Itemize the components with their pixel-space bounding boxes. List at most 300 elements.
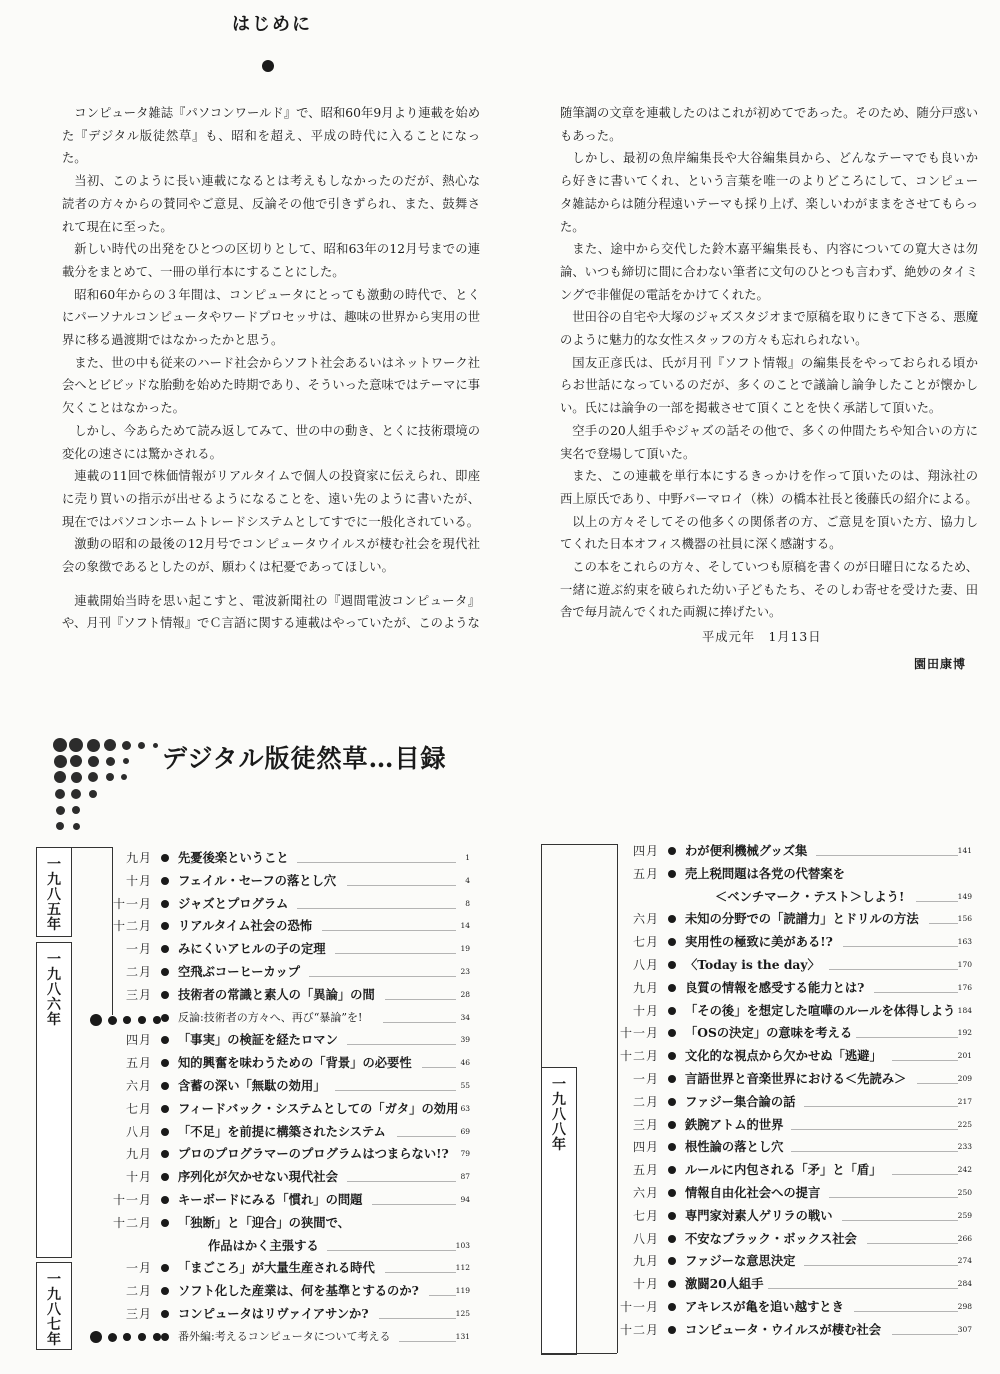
intro-paragraph: 空手の20人組手やジャズの話その他で、多くの仲間たちや知合いの方に実名で登場して頂いた。 [560, 423, 978, 461]
leader-line [347, 1181, 456, 1182]
toc-entry [178, 1235, 470, 1257]
bullet-icon [668, 1029, 676, 1037]
year-char: 年 [47, 1332, 61, 1348]
leader-line [842, 1220, 958, 1221]
bullet-icon [90, 1014, 102, 1026]
toc-entry-page: 242 [957, 1165, 972, 1175]
intro-paragraph: 国友正彦氏は、氏が月刊『ソフト情報』の編集長をやっておられる頃からお世話になっているのだが、多くのことで議論し論争したことが懐かしい。氏には論争の一部を掲載させて頂くことを快く承諾して頂いた。 [560, 355, 978, 416]
toc-entry-page: 176 [957, 982, 972, 992]
toc-entry-page: 19 [460, 944, 470, 954]
toc-entry [125, 1303, 470, 1325]
toc-entry [619, 1045, 972, 1067]
toc-entry-month: 二月 [632, 1094, 659, 1109]
year-char: 九 [47, 872, 61, 888]
toc-entry [125, 1280, 470, 1302]
toc-entry [632, 1000, 972, 1022]
toc-entry-month: 八月 [125, 1124, 152, 1139]
leader-line [379, 1318, 456, 1319]
bullet-icon [668, 984, 676, 992]
year-label [37, 943, 71, 1028]
toc-entry-month: 六月 [125, 1079, 152, 1093]
toc-entry-month: 五月 [632, 866, 659, 881]
toc-entry-page: 28 [460, 989, 470, 999]
leader-line [916, 901, 958, 902]
toc-entry-page: 274 [957, 1256, 972, 1266]
bullet-icon [161, 1173, 169, 1181]
intro-author: 園田康博 [914, 657, 967, 671]
ornament-dot [89, 790, 97, 798]
leader-line [816, 855, 958, 856]
toc-entry-month: 九月 [632, 1254, 659, 1269]
intro-paragraph: 随筆調の文章を連載したのはこれが初めてであった。そのため、随分戸惑いもあった。 [560, 106, 978, 143]
toc-entry-month: 九月 [125, 851, 152, 865]
toc-entry-title: 良質の情報を感受する能力とは? [685, 979, 865, 995]
toc-entry-page: 209 [957, 1074, 972, 1083]
toc-entry-month: 九月 [632, 980, 659, 995]
toc-entry-page: 284 [957, 1279, 972, 1289]
toc-entry-page: 217 [957, 1096, 972, 1106]
intro-title: はじめに [232, 14, 312, 35]
bullet-icon [153, 1016, 161, 1024]
year-label [37, 848, 71, 933]
ornament-dot [70, 755, 82, 767]
toc-entry-title: 「不足」を前提に構築されたシステム [178, 1123, 386, 1139]
toc-entry-page: 39 [460, 1035, 470, 1045]
leader-line [843, 946, 958, 947]
ornament-dot [56, 822, 64, 830]
toc-special-entry [178, 1007, 470, 1029]
bullet-icon [668, 961, 676, 969]
leader-line [327, 1250, 456, 1251]
ornament-dot [55, 789, 65, 799]
toc-entry-page: 201 [957, 1051, 972, 1061]
intro-left-column [62, 102, 480, 635]
toc-entry-title: 激闘20人組手 [685, 1276, 764, 1292]
toc-entry-month: 七月 [632, 935, 659, 950]
intro-paragraph: 連載の11回で株価情報がリアルタイムで個人の投資家に伝えられ、即座に売り買いの指示が出せるようになることを、遠い先のように書いたが、現在ではパソコンホームトレードシステムとしてすでに一般化されている。 [62, 469, 480, 529]
intro-paragraph: 以上の方々そしてその他多くの関係者の方、ご意見を頂いた方、協力してくれた日本オフィス機器の社員に深く感謝する。 [560, 514, 978, 552]
bullet-icon [668, 870, 676, 878]
year-char: 九 [47, 967, 61, 983]
toc-entry-page: 46 [460, 1058, 470, 1068]
toc-entry [632, 1091, 972, 1113]
ornament-dot [121, 774, 127, 780]
bullet-icon [161, 1196, 169, 1204]
toc-entry-page: 94 [460, 1195, 470, 1204]
intro-paragraph: 昭和60年からの３年間は、コンピュータにとっても激動の時代で、とくにパーソナルコンピュータやワードプロセッサは、趣味の世界から実用の世界に移る過渡期ではなかったかと思う。 [62, 287, 480, 348]
toc-entry-month: 八月 [632, 1231, 659, 1246]
year-char: 五 [47, 902, 61, 918]
toc-entry-page: 298 [957, 1302, 972, 1311]
toc-entry-page: 192 [957, 1028, 972, 1038]
bullet-icon [161, 1219, 169, 1227]
toc-entry [632, 1136, 972, 1158]
toc-entry-month: 六月 [632, 912, 659, 927]
leader-line [854, 1311, 958, 1312]
toc-entry [632, 1273, 972, 1295]
toc-entry-title: 未知の分野での「読譜力」とドリルの方法 [685, 911, 919, 927]
toc-entry-page: 163 [957, 937, 972, 947]
leader-line [383, 1022, 456, 1023]
toc-entry-title: フェイル・セーフの落とし穴 [178, 872, 337, 888]
toc-entry-title: キーボードにみる「慣れ」の問題 [178, 1192, 363, 1207]
bullet-icon [161, 1264, 169, 1272]
ornament-dot [88, 756, 99, 767]
toc-entry-page: 233 [957, 1142, 972, 1152]
toc-entry-title: 〈Today is the day〉 [685, 957, 820, 972]
toc-entry-page: 103 [455, 1240, 470, 1250]
leader-line [768, 1288, 958, 1289]
ornament-dot [153, 743, 158, 748]
title-dot-ornament [262, 60, 274, 72]
intro-paragraph: コンピュータ雑誌『パソコンワールド』で、昭和60年9月より連載を始めた『デジタル版徒然草』も、昭和を超え、平成の時代に入ることになった。 [62, 106, 480, 166]
intro-paragraph: また、途中から交代した鈴木嘉平編集長も、内容についての寛大さは勿論、いつも締切に間に合わない筆者に文句のひとつも言わず、絶妙のタイミングで非催促の電話をかけてくれた。 [560, 242, 978, 302]
toc-entry-title: アキレスが亀を追い越すとき [685, 1299, 844, 1314]
year-label-box [36, 847, 72, 937]
intro-paragraph: また、世の中も従来のハード社会からソフト社会あるいはネットワーク社会へとビビッドな胎動を始めた時期であり、そういった意味ではテーマに事欠くことはなかった。 [62, 355, 480, 416]
toc-entry-page: 184 [957, 1005, 972, 1015]
bullet-icon [668, 915, 676, 923]
toc-entry [125, 1098, 470, 1120]
frame-line [541, 1353, 617, 1354]
toc-entry-page: 69 [460, 1126, 470, 1136]
toc-entry [125, 961, 470, 983]
toc-entry-title: 知的興奮を味わうための「背景」の必要性 [178, 1055, 412, 1071]
toc-entry-month: 十二月 [112, 919, 152, 934]
toc-entry [112, 1212, 470, 1234]
toc-entry-page: 149 [957, 891, 972, 901]
bullet-icon [668, 1280, 676, 1288]
intro-paragraph: 当初、このように長い連載になるとは考えもしなかったのだが、熱心な読者の方々からの賛同やご意見、反論その他で引きずられ、また、鼓舞されて現在に至った。 [62, 174, 480, 234]
toc-entry-month: 十一月 [619, 1026, 659, 1041]
toc-entry-month: 十一月 [112, 1193, 152, 1207]
bullet-icon [108, 1333, 117, 1342]
intro-paragraph: 激動の昭和の最後の12月号でコンピュータウイルスが棲む社会を現代社会の象徴であるとしたのが、願わくは杞憂であってほしい。 [62, 537, 480, 575]
toc-entry-month: 十月 [632, 1003, 659, 1018]
year-char: 八 [47, 982, 61, 998]
frame-line [36, 847, 112, 848]
toc-entry [619, 1296, 972, 1318]
toc-entry [632, 1250, 972, 1272]
leader-line [856, 1037, 958, 1038]
year-label-box [36, 942, 72, 1258]
year-char: 八 [47, 887, 61, 903]
toc-entry-page: 307 [957, 1324, 972, 1334]
leader-line [422, 1067, 456, 1068]
toc-entry-title: ソフト化した産業は、何を基準とするのか? [178, 1283, 419, 1299]
toc-entry-page: 125 [455, 1309, 470, 1318]
toc-entry-month: 二月 [125, 1284, 152, 1299]
toc-entry-title: 「独断」と「迎合」の狭間で、 [178, 1214, 350, 1230]
leader-line [874, 992, 958, 993]
intro-paragraph: また、この連載を単行本にするきっかけを作って頂いたのは、翔泳社の西上原氏であり、中野パーマロイ（株）の橋本社長と後藤氏の紹介による。 [560, 469, 978, 506]
ornament-dot [106, 773, 114, 781]
toc-entry [125, 870, 470, 892]
toc-entry-page: 119 [455, 1286, 470, 1296]
toc-entry-page: 156 [957, 914, 972, 924]
leader-line [297, 908, 456, 909]
toc-entry-month: 五月 [632, 1163, 659, 1178]
toc-entry-page: 266 [957, 1233, 972, 1243]
toc-entry-title: ＜ベンチマーク・テスト＞しよう! [715, 888, 905, 904]
ornament-dot [54, 771, 66, 783]
ornament-dot [122, 741, 131, 750]
bullet-icon [161, 1150, 169, 1158]
bullet-icon [668, 1212, 676, 1220]
toc-entry-month: 七月 [632, 1208, 659, 1223]
toc-entry-title: 技術者の常識と素人の「異論」の間 [178, 986, 375, 1002]
toc-entry [632, 1182, 972, 1204]
toc-entry [632, 863, 972, 885]
toc-entry-month: 十二月 [619, 1049, 659, 1064]
bullet-icon [668, 1007, 676, 1015]
toc-entry [112, 893, 470, 915]
toc-entry-title: プロのプログラマーのプログラムはつまらない!? [178, 1146, 449, 1162]
toc-entry-title: 情報自由化社会への提言 [685, 1185, 821, 1200]
leader-line [867, 1243, 958, 1244]
toc-entry-month: 一月 [125, 1261, 152, 1276]
leader-line [347, 885, 456, 886]
toc-entry [632, 1228, 972, 1250]
leader-line [335, 953, 456, 954]
bullet-icon [668, 1326, 676, 1334]
toc-entry-page: 131 [455, 1331, 470, 1341]
toc-entry-title: 先憂後楽ということ [178, 850, 289, 865]
intro-paragraph: しかし、最初の魚岸編集長や大谷編集員から、どんなテーマでも良いから好きに書いてくれ、という言葉を唯一のよりどころにして、コンピュータ雑誌からは随分程遠いテーマも採り上げ、楽しいわがままをさせてもらった。 [560, 151, 978, 234]
toc-entry-title: リアルタイム社会の恐怖 [178, 918, 313, 934]
toc-entry-page: 63 [460, 1103, 470, 1113]
bullet-icon [668, 1121, 676, 1129]
toc-entry [632, 1205, 972, 1227]
toc-entry-title: 不安なブラック・ボックス社会 [685, 1230, 857, 1246]
ornament-dot [54, 755, 67, 768]
bullet-icon [161, 1310, 169, 1318]
leader-line [399, 1341, 456, 1342]
toc-entry-month: 四月 [632, 844, 659, 858]
toc-entry [632, 931, 972, 953]
leader-line [397, 1136, 456, 1137]
frame-line [541, 844, 542, 1067]
ornament-dot [71, 789, 81, 799]
toc-entry-page: 112 [455, 1263, 470, 1273]
ornament-dot [72, 806, 80, 814]
bullet-icon [668, 1166, 676, 1174]
bullet-icon [161, 968, 169, 976]
leader-line [804, 1265, 958, 1266]
year-char: 八 [47, 1302, 61, 1318]
year-label-box [36, 1262, 72, 1350]
leader-line [791, 1151, 958, 1152]
toc-entry [632, 954, 972, 976]
bullet-icon [161, 1036, 169, 1044]
toc-entry [125, 1166, 470, 1188]
toc-entry [632, 1068, 972, 1090]
year-char: 年 [47, 917, 61, 933]
toc-entry [125, 847, 470, 869]
leader-line [297, 862, 456, 863]
year-char: 一 [552, 1077, 566, 1093]
year-char: 年 [552, 1137, 566, 1153]
year-char: 九 [47, 1287, 61, 1303]
bullet-icon [668, 938, 676, 946]
toc-entry-title: 鉄腕アトム的世界 [685, 1116, 784, 1132]
toc-entry [632, 1159, 972, 1181]
bullet-icon [161, 1059, 169, 1067]
toc-entry-month: 十一月 [619, 1300, 659, 1314]
toc-entry-title: 空飛ぶコーヒーカップ [178, 964, 301, 979]
bullet-icon [668, 1257, 676, 1265]
bullet-icon [161, 1014, 169, 1022]
bullet-icon [161, 1082, 169, 1090]
year-char: 一 [47, 857, 61, 873]
toc-entry-title: 「まごころ」が大量生産される時代 [178, 1260, 375, 1276]
toc-entry-page: 34 [460, 1012, 470, 1022]
toc-entry [112, 915, 470, 937]
toc-entry-title: 含蓄の深い「無駄の効用」 [178, 1078, 326, 1093]
bullet-icon [161, 1287, 169, 1295]
bullet-icon [161, 1128, 169, 1136]
bullet-icon [161, 991, 169, 999]
year-char: 九 [552, 1092, 566, 1108]
toc-entry-month: 八月 [632, 958, 659, 972]
toc-entry-title: 実用性の極致に美がある!? [685, 934, 833, 950]
bullet-icon [161, 945, 169, 953]
toc-entry-page: 55 [460, 1081, 470, 1090]
leader-line [892, 1174, 958, 1175]
ornament-dot [69, 738, 83, 752]
leader-line [309, 976, 456, 977]
toc-entry [125, 1257, 470, 1279]
ornament-dot [73, 823, 80, 830]
bullet-icon [90, 1331, 102, 1343]
leader-line [335, 1090, 456, 1091]
intro-paragraph: 世田谷の自宅や大塚のジャズスタジオまで原稿を取りにきて下さる、悪魔のように魅力的な女性スタッフの方々も忘れられない。 [560, 310, 978, 348]
toc-entry-page: 79 [460, 1149, 470, 1159]
year-char: 一 [47, 952, 61, 968]
bullet-icon [123, 1333, 131, 1341]
toc-entry [125, 984, 470, 1006]
toc-entry [632, 840, 972, 862]
bullet-icon [108, 1016, 117, 1025]
toc-entry-month: 四月 [125, 1033, 152, 1048]
toc-entry-page: 225 [957, 1119, 972, 1129]
year-char: 八 [552, 1107, 566, 1123]
toc-entry-page: 170 [957, 960, 972, 969]
toc-entry-title: フィードバック・システムとしての「ガタ」の効用 [178, 1100, 459, 1116]
toc-entry [619, 1319, 972, 1341]
toc-entry-month: 三月 [125, 987, 152, 1002]
toc-entry [125, 938, 470, 960]
ornament-dot [53, 738, 67, 752]
leader-line [929, 923, 958, 924]
toc-entry [632, 977, 972, 999]
year-label [37, 1263, 71, 1348]
leader-line [429, 1295, 456, 1296]
toc-entry-month: 十月 [125, 1170, 152, 1185]
frame-line [617, 844, 618, 1353]
intro-right-column [560, 102, 978, 624]
toc-entry-page: 8 [465, 898, 470, 908]
intro-paragraph: しかし、今あらためて読み返してみて、世の中の動き、とくに技術環境の変化の速さには驚かされる。 [62, 423, 480, 461]
toc-entry-month: 一月 [632, 1072, 659, 1086]
toc-entry-month: 十二月 [112, 1215, 152, 1230]
ornament-dot [106, 757, 115, 766]
leader-line [892, 1334, 958, 1335]
leader-line [372, 1204, 456, 1205]
toc-entry-month: 十月 [632, 1277, 659, 1292]
bullet-icon [668, 1075, 676, 1083]
toc-entry-month: 二月 [125, 965, 152, 979]
bullet-icon [161, 1333, 169, 1341]
toc-entry [125, 1029, 470, 1051]
leader-line [829, 969, 959, 970]
frame-line [541, 844, 617, 845]
ornament-dot [138, 742, 145, 749]
toc-entry-title: ファジー集合論の話 [685, 1093, 796, 1109]
toc-title: デジタル版徒然草…目録 [162, 744, 447, 773]
toc-entry-month: 四月 [632, 1140, 659, 1155]
ornament-dot [56, 806, 65, 815]
toc-entry-title: 言語世界と音楽世界における＜先読み＞ [685, 1071, 907, 1086]
bullet-icon [668, 1303, 676, 1311]
bullet-icon [161, 854, 169, 862]
toc-entry-title: 根性論の落とし穴 [685, 1139, 784, 1155]
toc-entry-month: 七月 [125, 1101, 152, 1116]
toc-entry-page: 250 [957, 1188, 972, 1197]
ornament-dot [123, 758, 129, 764]
toc-entry-title: 作品はかく主張する [208, 1237, 319, 1253]
intro-paragraph: この本をこれらの方々、そしていつも原稿を書くのが日曜日になるため、一緒に遊ぶ約束を破られた幼い子どもたち、そのしわ寄せを受けた妻、田舎で毎月読んでくれた両親に捧げたい。 [560, 560, 978, 620]
bullet-icon [161, 877, 169, 885]
toc-entry-page: 1 [465, 853, 470, 862]
ornament-dot [87, 739, 100, 752]
toc-entry [125, 1143, 470, 1165]
bullet-icon [668, 1235, 676, 1243]
year-char: 一 [47, 1272, 61, 1288]
leader-line [347, 1044, 456, 1045]
toc-entry-title: 反論:技術者の方々へ、再び“暴論”を! [178, 1010, 363, 1024]
leader-line [322, 930, 456, 931]
bullet-icon [668, 1098, 676, 1106]
leader-line [829, 1197, 958, 1198]
toc-entry-title: 序列化が欠かせない現代社会 [178, 1169, 338, 1185]
toc-entry-month: 十月 [125, 873, 152, 888]
toc-entry-month: 三月 [125, 1307, 152, 1321]
year-char: 年 [47, 1012, 61, 1028]
bullet-icon [161, 922, 169, 930]
bullet-icon [161, 1105, 169, 1113]
toc-entry-page: 87 [460, 1172, 470, 1182]
leader-line [892, 1060, 958, 1061]
toc-entry-page: 14 [460, 921, 470, 931]
toc-entry-title: コンピュータ・ウイルスが棲む社会 [685, 1321, 882, 1337]
intro-paragraph: 新しい時代の出発をひとつの区切りとして、昭和63年の12月号までの連載分をまとめて、一冊の単行本にすることにした。 [62, 242, 480, 279]
bullet-icon [138, 1333, 146, 1341]
bullet-icon [123, 1016, 131, 1024]
leader-line [917, 1083, 958, 1084]
leader-line [385, 999, 456, 1000]
toc-entry [125, 1075, 470, 1097]
year-char: 七 [47, 1317, 61, 1333]
toc-entry-title: 「OSの決定」の意味を考える [685, 1025, 853, 1041]
intro-date: 平成元年 1月13日 [702, 630, 822, 644]
toc-entry-month: 九月 [125, 1147, 152, 1162]
toc-entry-title: 専門家対素人ゲリラの戦い [685, 1207, 833, 1223]
frame-line [112, 847, 113, 1015]
year-label [542, 1068, 576, 1153]
bullet-icon [153, 1333, 161, 1341]
toc-entry-month: 三月 [632, 1117, 659, 1132]
